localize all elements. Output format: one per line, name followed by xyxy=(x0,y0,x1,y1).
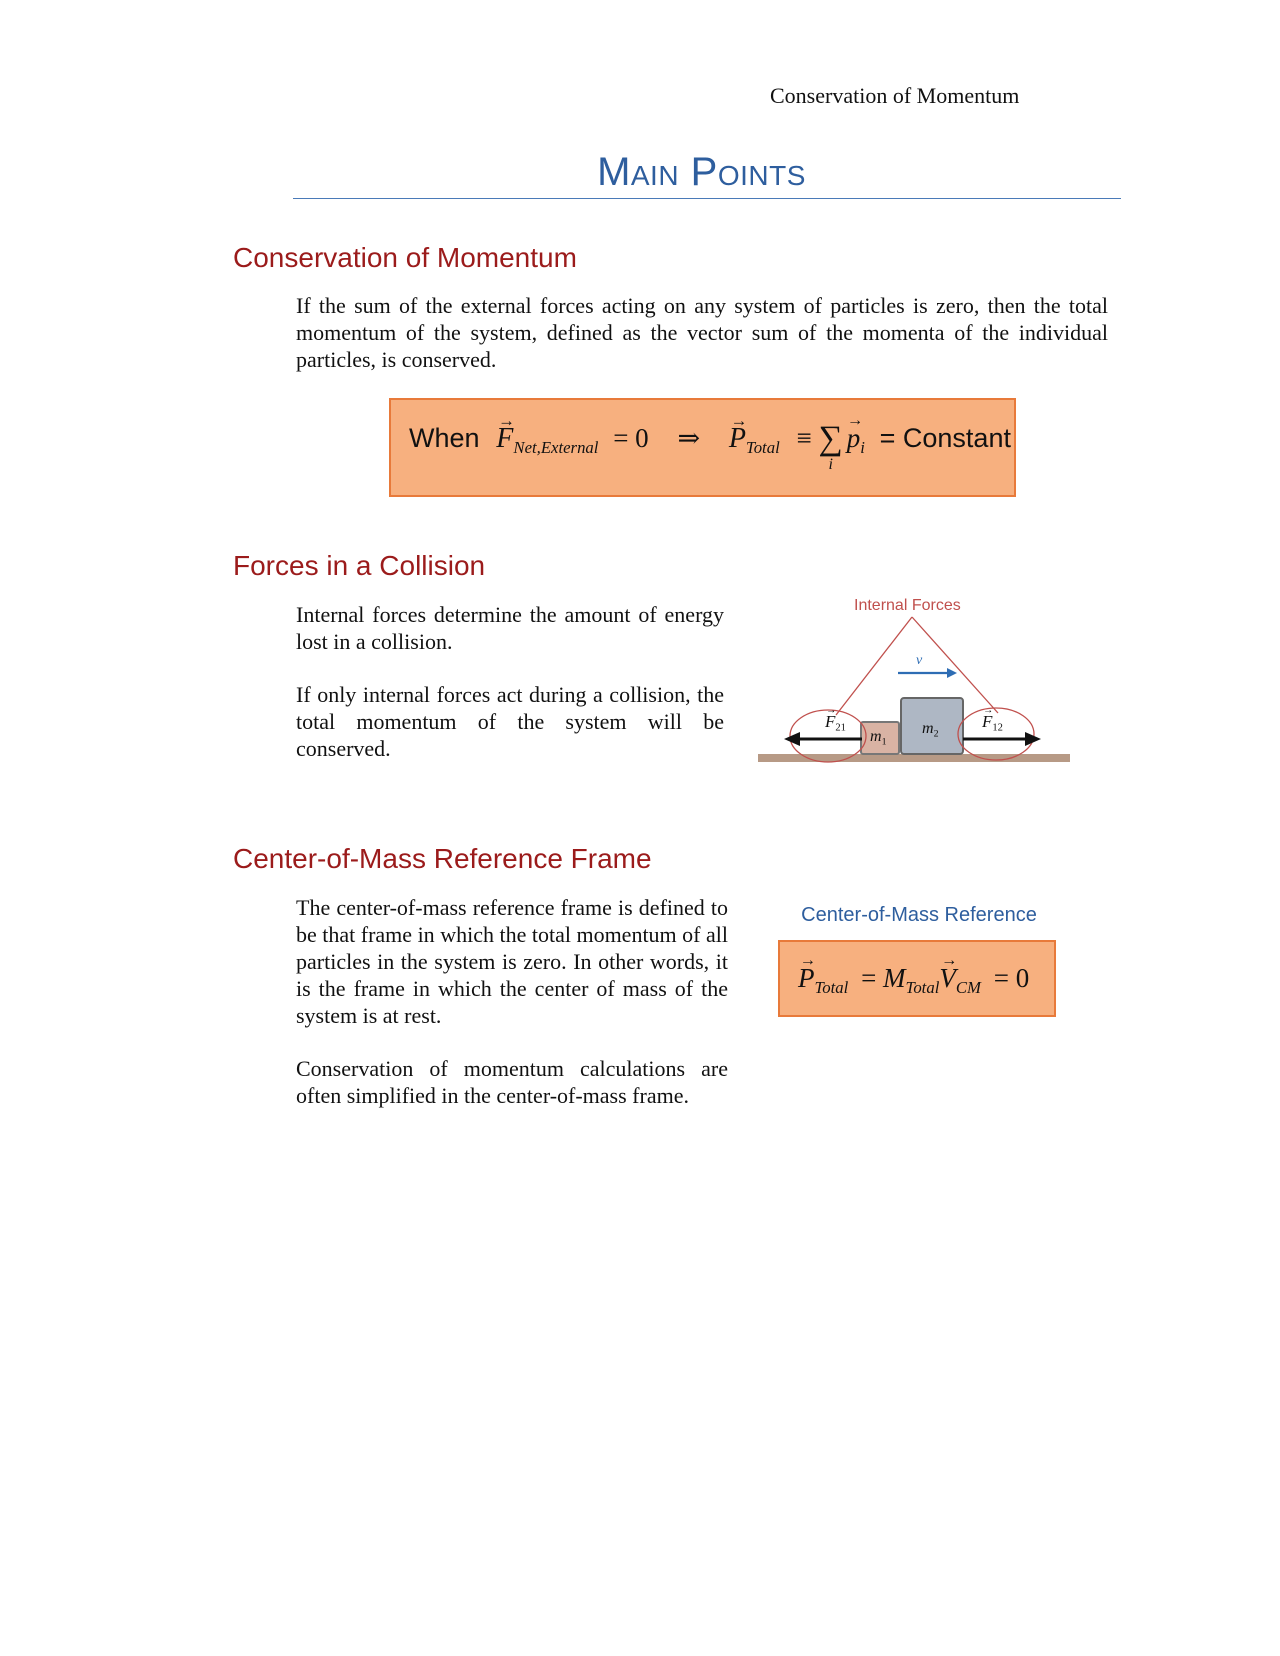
com-box-title: Center-of-Mass Reference xyxy=(801,904,1037,926)
sum-symbol: ∑ i xyxy=(818,420,843,473)
total-mass-symbol: M xyxy=(883,963,906,993)
collision-paragraph-2: If only internal forces act during a collision, the total momentum of the system will be conserved. xyxy=(296,682,724,761)
equation-constant: = Constant xyxy=(879,423,1011,453)
section-heading-conservation: Conservation of Momentum xyxy=(233,242,577,273)
com-paragraph-2: Conservation of momentum calculations are often simplified in the center-of-mass frame. xyxy=(296,1056,728,1108)
equation-equals-zero: = 0 xyxy=(613,423,649,453)
force-arrowhead-F12 xyxy=(1025,732,1041,746)
section-heading-com: Center-of-Mass Reference Frame xyxy=(233,843,652,874)
particle-momentum-subscript: i xyxy=(860,437,865,457)
particle-momentum-symbol: → p xyxy=(847,423,861,454)
com-momentum-symbol: → P xyxy=(798,963,815,994)
mass-2-label: $m_2$ xyxy=(922,720,939,740)
conservation-equation-box xyxy=(389,398,1016,497)
ground xyxy=(758,754,1070,762)
section-heading-collision: Forces in a Collision xyxy=(233,550,486,581)
force-vector-symbol: → F xyxy=(496,423,513,455)
equation-when: When xyxy=(409,423,480,453)
velocity-arrowhead xyxy=(947,668,957,678)
conservation-paragraph: If the sum of the external forces acting on any system of particles is zero, then the total momentum of the system, defined as the vector sum of the momenta of the individual particles, is conserved. xyxy=(296,293,1108,372)
force-21-label: → $F_{21}$ xyxy=(825,712,846,734)
mass-1-label: $m_1$ xyxy=(870,728,887,748)
velocity-label: v xyxy=(916,653,923,668)
force-subscript: Net,External xyxy=(513,437,599,457)
com-equals-zero: = 0 xyxy=(993,963,1030,993)
equivalence-symbol: ≡ xyxy=(796,423,812,453)
conservation-equation xyxy=(409,420,1009,490)
momentum-vector-symbol: → P xyxy=(729,423,746,455)
com-equation xyxy=(798,963,1029,998)
com-equation-box xyxy=(778,940,1056,1017)
com-paragraph-1: The center-of-mass reference frame is defined to be that frame in which the total momentum of all particles in the system is zero. In other words, it is the frame in which the center of mass of the system is at rest. xyxy=(296,895,728,1028)
implies-symbol: ⇒ xyxy=(677,423,701,453)
momentum-subscript: Total xyxy=(745,437,780,457)
collision-paragraph-1: Internal forces determine the amount of energy lost in a collision. xyxy=(296,602,724,654)
page-title: Main Points xyxy=(597,150,806,194)
total-mass-subscript: Total xyxy=(905,977,940,997)
running-header: Conservation of Momentum xyxy=(770,83,1020,108)
force-12-label: → $F_{12}$ xyxy=(982,712,1003,734)
com-momentum-subscript: Total xyxy=(814,977,849,997)
cm-velocity-symbol: → V xyxy=(939,963,956,994)
diagram-title: Internal Forces xyxy=(854,597,961,614)
title-divider xyxy=(293,198,1121,199)
com-equals-1: = xyxy=(861,963,877,993)
sum-index: i xyxy=(828,456,833,473)
cm-velocity-subscript: CM xyxy=(955,977,981,997)
